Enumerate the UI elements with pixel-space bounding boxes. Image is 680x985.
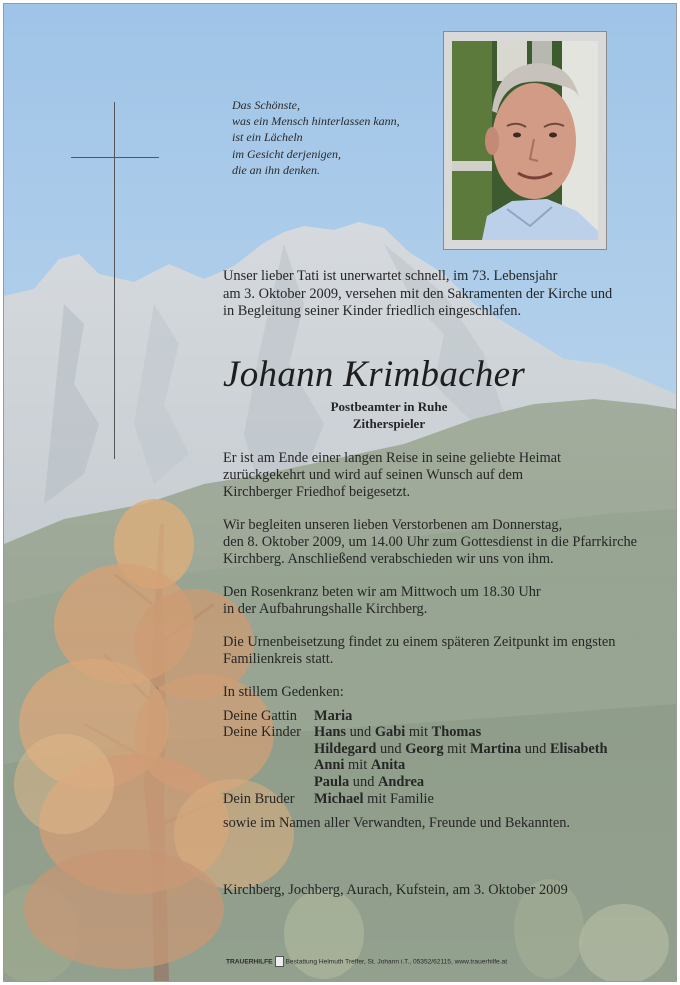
urn-line: Familienkreis statt. [223, 651, 334, 667]
deceased-occupation: Postbeamter in Ruhe [330, 399, 448, 414]
burial-line: Er ist am Ende einer langen Reise in seine geliebte Heimat [223, 450, 562, 466]
intro-line: Unser lieber Tati ist unerwartet schnell, im 73. Lebensjahr [223, 268, 558, 284]
obituary-card [3, 3, 677, 982]
spouse-label: Deine Gattin [223, 708, 297, 724]
quote-line: ist ein Lächeln [232, 130, 303, 145]
funeral-home-footer [226, 956, 507, 967]
deceased-hobby: Zitherspieler [352, 416, 426, 431]
trauerhilfe-logo-icon [275, 956, 284, 967]
rosary-line: in der Aufbahrungshalle Kirchberg. [223, 601, 428, 617]
footer-text: Bestattung Helmuth Treffer, St. Johann i.T., 05352/62115, www.trauerhilfe.at [285, 958, 508, 966]
service-line: den 8. Oktober 2009, um 14.00 Uhr zum Gottesdienst in die Pfarrkirche [223, 534, 638, 550]
place-date: Kirchberg, Jochberg, Aurach, Kufstein, am 3. Oktober 2009 [223, 882, 568, 898]
brother-name: Michael mit Familie [314, 791, 434, 807]
children-row: Anni mit Anita [314, 757, 406, 773]
intro-line: am 3. Oktober 2009, versehen mit den Sakramenten der Kirche und [223, 286, 613, 302]
service-line: Wir begleiten unseren lieben Verstorbenen am Donnerstag, [223, 517, 563, 533]
quote-line: im Gesicht derjenigen, [232, 146, 341, 161]
quote-line: was ein Mensch hinterlassen kann, [232, 114, 400, 129]
cross-icon-bar [71, 157, 159, 158]
rosary-line: Den Rosenkranz beten wir am Mittwoch um 18.30 Uhr [223, 584, 541, 600]
deceased-name: Johann Krimbacher [223, 354, 526, 395]
quote-line: die an ihn denken. [232, 162, 320, 177]
portrait-frame [443, 31, 607, 250]
burial-line: zurückgekehrt und wird auf seinen Wunsch auf dem [223, 467, 524, 483]
burial-line: Kirchberger Friedhof beigesetzt. [223, 484, 411, 500]
spouse-name: Maria [314, 708, 353, 724]
portrait-photo [452, 41, 598, 240]
children-row: Hildegard und Georg mit Martina und Elisabeth [314, 741, 608, 757]
closing-line: sowie im Namen aller Verwandten, Freunde und Bekannten. [223, 815, 571, 831]
urn-line: Die Urnenbeisetzung findet zu einem späteren Zeitpunkt im engsten [223, 634, 616, 650]
memorial-quote [232, 97, 400, 178]
footer-brand: TRAUERHILFE [226, 958, 273, 966]
mourners-heading: In stillem Gedenken: [223, 684, 344, 700]
children-row: Hans und Gabi mit Thomas [314, 724, 482, 740]
service-line: Kirchberg. Anschließend verabschieden wir uns von ihm. [223, 551, 554, 567]
brother-label: Dein Bruder [223, 791, 295, 807]
children-row: Paula und Andrea [314, 774, 425, 790]
intro-line: in Begleitung seiner Kinder friedlich eingeschlafen. [223, 303, 522, 319]
children-label: Deine Kinder [223, 724, 301, 740]
quote-line: Das Schönste, [232, 98, 300, 112]
cross-icon [114, 102, 115, 459]
